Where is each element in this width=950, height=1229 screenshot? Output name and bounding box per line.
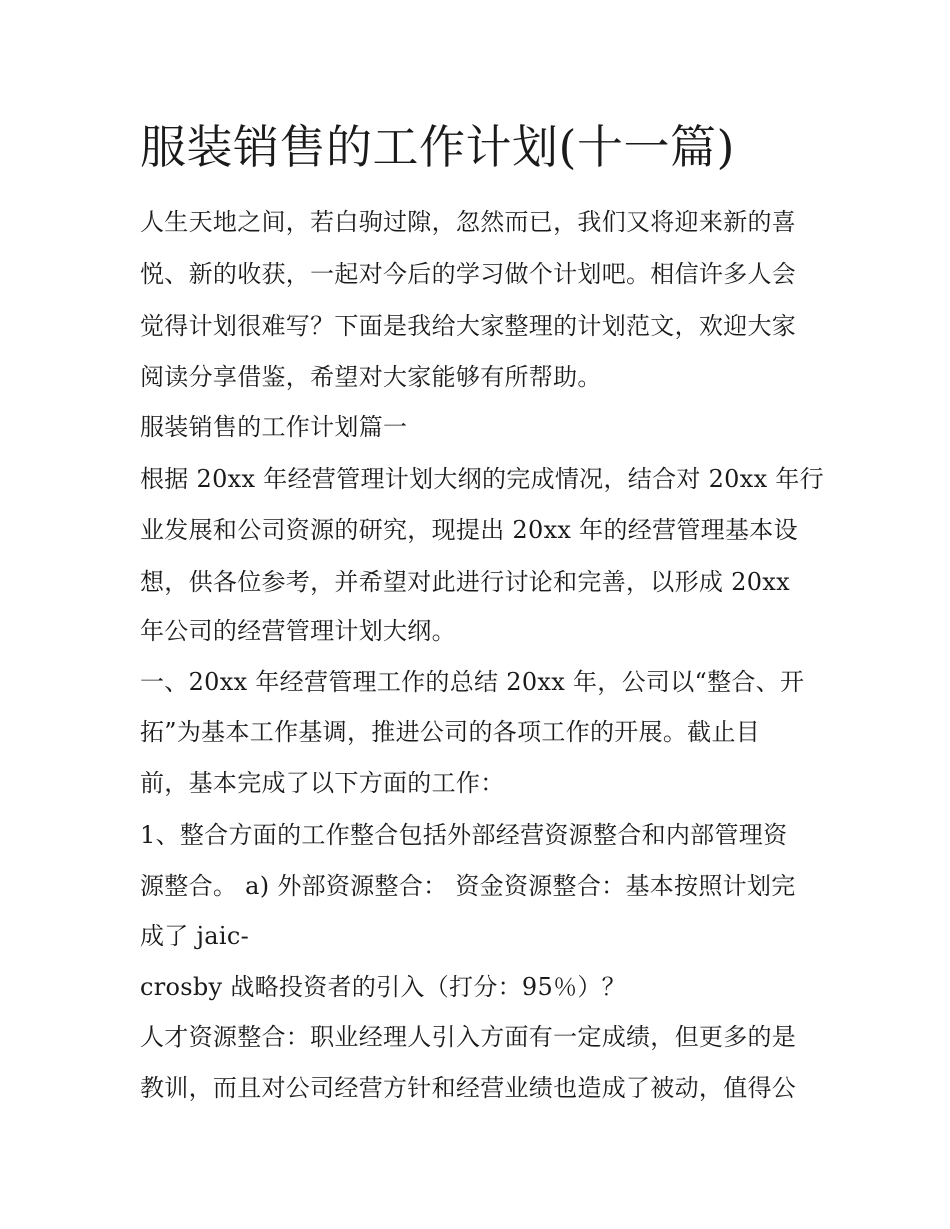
section-heading: 服装销售的工作计划篇一 xyxy=(140,413,408,441)
body-line: 拓”为基本工作基调，推进公司的各项工作的开展。截止目 xyxy=(140,718,761,746)
body-line: 1、整合方面的工作整合包括外部经营资源整合和内部管理资 xyxy=(140,821,788,849)
body-line: 觉得计划很难写？下面是我给大家整理的计划范文，欢迎大家 xyxy=(140,312,797,340)
body-line: 人生天地之间，若白驹过隙，忽然而已，我们又将迎来新的喜 xyxy=(140,208,797,236)
body-line: 一、20xx 年经营管理工作的总结 20xx 年，公司以“整合、开 xyxy=(140,668,805,696)
body-line: 人才资源整合：职业经理人引入方面有一定成绩，但更多的是 xyxy=(140,1023,797,1051)
body-line: 业发展和公司资源的研究，现提出 20xx 年的经营管理基本设 xyxy=(140,516,798,544)
body-line: 年公司的经营管理计划大纲。 xyxy=(140,617,456,645)
document-title: 服装销售的工作计划(十一篇) xyxy=(140,120,735,174)
body-line: 悦、新的收获，一起对今后的学习做个计划吧。相信许多人会 xyxy=(140,260,797,288)
body-line: 阅读分享借鉴，希望对大家能够有所帮助。 xyxy=(140,363,602,391)
body-line: 成了 jaic- xyxy=(140,922,250,950)
body-line: 教训，而且对公司经营方针和经营业绩也造成了被动，值得公 xyxy=(140,1074,797,1102)
body-line: 想，供各位参考，并希望对此进行讨论和完善，以形成 20xx xyxy=(140,568,790,596)
body-line: 前，基本完成了以下方面的工作： xyxy=(140,769,505,797)
body-line: crosby 战略投资者的引入（打分：95％）？ xyxy=(140,973,626,1001)
body-line: 源整合。 a) 外部资源整合： 资金资源整合：基本按照计划完 xyxy=(140,872,796,900)
body-line: 根据 20xx 年经营管理计划大纲的完成情况，结合对 20xx 年行 xyxy=(140,465,824,493)
